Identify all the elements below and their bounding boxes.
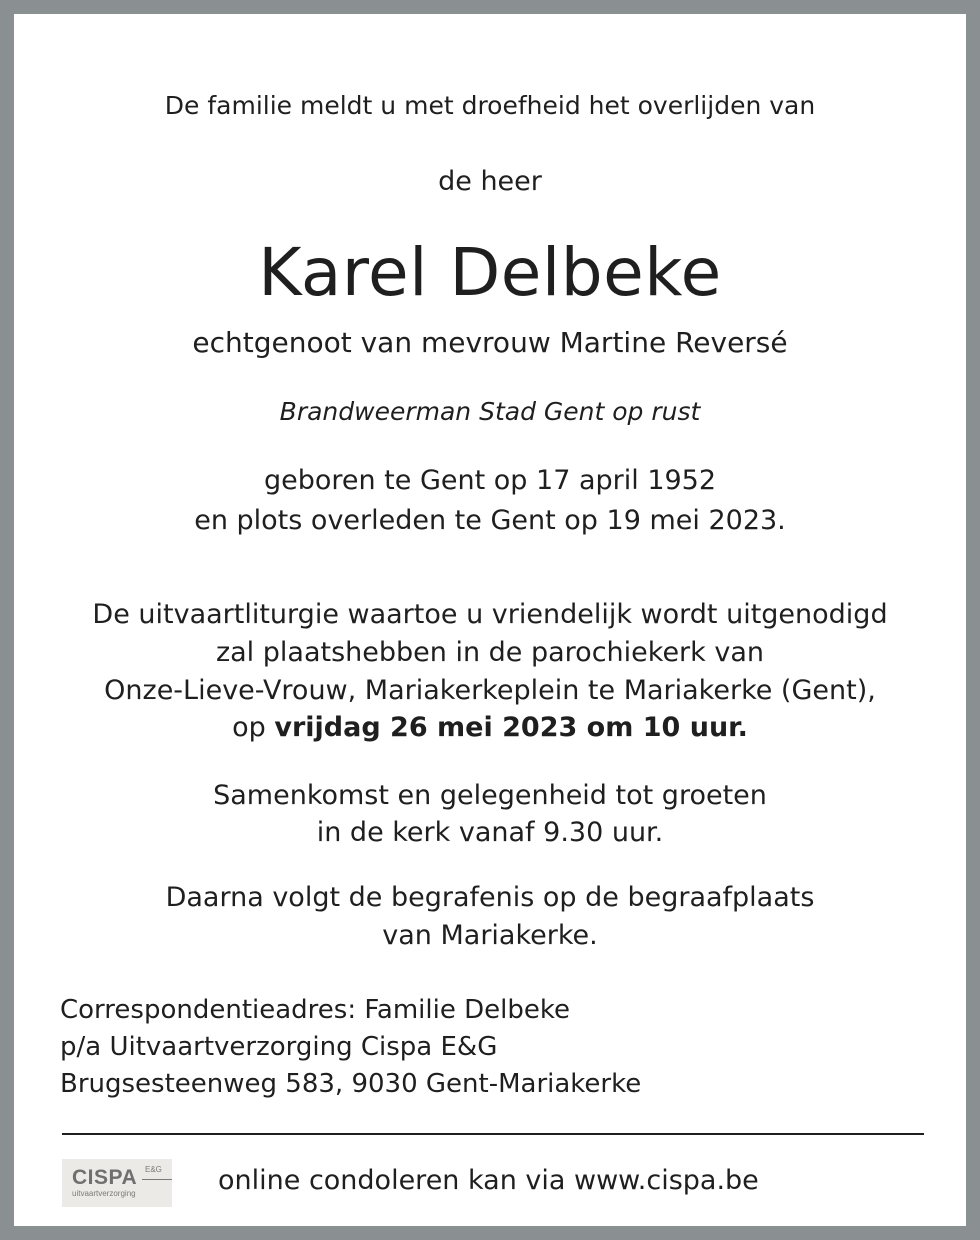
ceremony-line-1: De uitvaartliturgie waartoe u vriendelijk wordt uitgenodigd [92,599,888,630]
gathering-line-2: in de kerk vanaf 9.30 uur. [316,817,664,848]
spouse-text: echtgenoot van mevrouw Martine Reversé [192,326,788,359]
gathering-line-1: Samenkomst en gelegenheid tot groeten [213,780,767,811]
burial-line-1: Daarna volgt de begrafenis op de begraafplaats [165,882,815,913]
cispa-logo [62,1159,172,1207]
ceremony-line-4 [14,709,966,747]
death-text: en plots overleden te Gent op 19 mei 2023. [194,505,786,536]
ceremony-line-2: zal plaatshebben in de parochiekerk van [215,637,765,668]
ceremony-date-prefix: op [232,712,275,743]
deceased-name: Karel Delbeke [258,234,722,311]
burial-line-2: van Mariakerke. [382,920,598,951]
correspondence-line-1: Correspondentieadres: Familie Delbeke [60,995,570,1025]
correspondence-line-2: p/a Uitvaartverzorging Cispa E&G [60,1032,498,1062]
logo-tagline: uitvaartverzorging [72,1189,136,1198]
footer-divider [62,1133,924,1135]
logo-bar [142,1179,172,1180]
logo-superscript: E&G [145,1165,162,1174]
ceremony-line-3: Onze-Lieve-Vrouw, Mariakerkeplein te Mariakerke (Gent), [104,675,876,706]
online-condolence-text: online condoleren kan via www.cispa.be [218,1165,759,1196]
ceremony-date: vrijdag 26 mei 2023 om 10 uur. [274,712,748,743]
correspondence-line-3: Brugsesteenweg 583, 9030 Gent-Mariakerke [60,1069,642,1099]
logo-wordmark: CISPA [72,1166,138,1189]
profession-text: Brandweerman Stad Gent op rust [279,397,701,426]
intro-text: De familie meldt u met droefheid het overlijden van [164,91,816,120]
salutation: de heer [438,166,542,197]
birth-text: geboren te Gent op 17 april 1952 [263,465,717,496]
